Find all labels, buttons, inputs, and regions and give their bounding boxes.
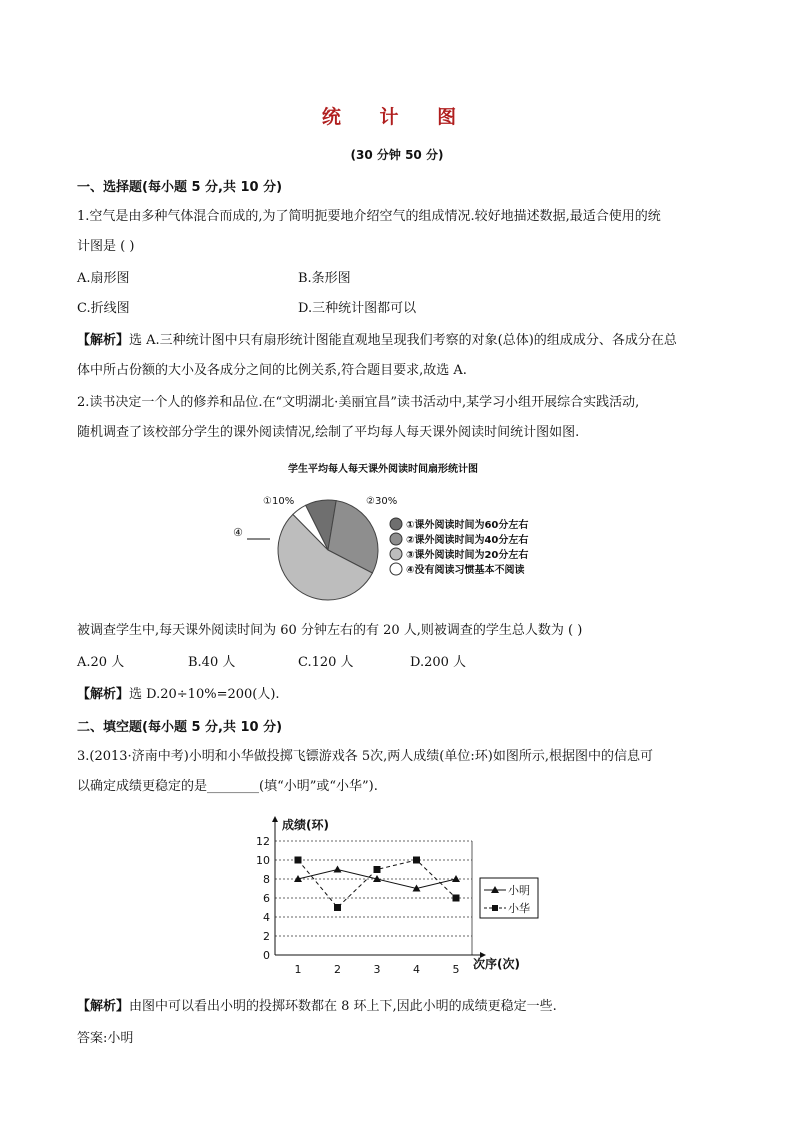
q1-option-a: A.扇形图: [77, 271, 130, 286]
y-tick-label: 6: [263, 892, 270, 905]
pie-label-4: ④: [233, 526, 243, 539]
q2-option-c: C.120 人: [298, 655, 354, 670]
analysis-tag: 【解析】: [77, 333, 130, 348]
q1-analysis-text1: 选 A.三种统计图中只有扇形统计图能直观地呈现我们考察的对象(总体)的组成成分、各成分在总: [129, 333, 677, 348]
q1-option-b: B.条形图: [298, 271, 351, 286]
pie-title: 学生平均每人每天课外阅读时间扇形统计图: [288, 464, 478, 475]
legend-swatch-1: [390, 518, 402, 530]
pie-legend: [390, 518, 528, 576]
legend-marker-xiaohua: [492, 905, 498, 911]
x-axis-label: 次序(次): [473, 957, 520, 971]
legend-swatch-4: [390, 563, 402, 575]
legend-swatch-3: [390, 548, 402, 560]
x-tick-label: 3: [373, 963, 381, 976]
point-xiaohua: [413, 857, 420, 864]
q2-analysis-text: 选 D.20÷10%=200(人).: [129, 687, 280, 702]
q1-analysis-line1: [77, 332, 677, 350]
x-tick-label: 5: [452, 963, 460, 976]
line-chart-grid: [275, 841, 472, 955]
pie-slices: [278, 500, 378, 600]
y-tick-label: 2: [263, 930, 270, 943]
q3-stem-line2: 以确定成绩更稳定的是________(填“小明”或“小华”).: [77, 779, 378, 794]
q3-stem-line1: 3.(2013·济南中考)小明和小华做投掷飞镖游戏各 5次,两人成绩(单位:环)如图所示,根据图中的信息可: [77, 749, 653, 764]
legend-label-xiaoming: 小明: [508, 884, 530, 897]
point-xiaoming: [452, 875, 460, 882]
point-xiaoming: [334, 866, 342, 873]
x-tick-label: 2: [334, 963, 341, 976]
page-title: 统 计 图: [321, 106, 473, 128]
legend-label-4: ④没有阅读习惯基本不阅读: [406, 565, 525, 576]
q2-analysis: [77, 686, 280, 704]
q2-stem-line3: 被调查学生中,每天课外阅读时间为 60 分钟左右的有 20 人,则被调查的学生总人数为 ( ): [77, 623, 583, 638]
legend-label-3: ③课外阅读时间为20分左右: [406, 550, 529, 561]
q2-stem-line1: 2.读书决定一个人的修养和品位.在“文明湖北·美丽宜昌”读书活动中,某学习小组开展综合实践活动,: [77, 395, 640, 410]
point-xiaohua: [295, 857, 302, 864]
point-xiaohua: [334, 904, 341, 911]
x-tick-label: 4: [413, 963, 420, 976]
y-axis-label: 成绩(环): [282, 818, 329, 832]
legend-swatch-2: [390, 533, 402, 545]
page-subtitle: (30 分钟 50 分): [350, 148, 444, 162]
y-tick-label: 0: [263, 949, 270, 962]
legend-label-1: ①课外阅读时间为60分左右: [406, 520, 529, 531]
section-heading-fill: 二、填空题(每小题 5 分,共 10 分): [77, 720, 283, 735]
analysis-tag: 【解析】: [77, 687, 130, 702]
y-tick-label: 12: [256, 835, 270, 848]
legend-label-xiaohua: 小华: [508, 902, 530, 915]
q1-option-d: D.三种统计图都可以: [298, 301, 417, 316]
pie-label-2: ②30%: [366, 496, 398, 507]
y-tick-label: 10: [256, 854, 270, 867]
pie-chart: [230, 462, 570, 602]
q2-option-a: A.20 人: [77, 655, 125, 670]
line-chart-series: [294, 857, 460, 912]
section-heading-choice: 一、选择题(每小题 5 分,共 10 分): [77, 180, 283, 195]
q2-option-d: D.200 人: [410, 655, 467, 670]
q1-analysis-line2: 体中所占份额的大小及各成分之间的比例关系,符合题目要求,故选 A.: [77, 363, 467, 378]
q3-analysis-text: 由图中可以看出小明的投掷环数都在 8 环上下,因此小明的成绩更稳定一些.: [129, 999, 557, 1014]
point-xiaohua: [374, 866, 381, 873]
point-xiaohua: [453, 895, 460, 902]
line-chart-legend: [480, 878, 538, 918]
y-axis-arrow: [272, 816, 278, 822]
line-chart-axes: [272, 816, 486, 958]
q1-option-c: C.折线图: [77, 301, 130, 316]
pie-label-1: ①10%: [263, 496, 295, 507]
line-chart: [240, 812, 540, 982]
analysis-tag: 【解析】: [77, 999, 130, 1014]
q2-stem-line2: 随机调查了该校部分学生的课外阅读情况,绘制了平均每人每天课外阅读时间统计图如图.: [77, 425, 580, 440]
q3-analysis: [77, 998, 557, 1016]
y-tick-label: 8: [263, 873, 270, 886]
q1-stem-line2: 计图是 ( ): [77, 239, 135, 254]
legend-label-2: ②课外阅读时间为40分左右: [406, 535, 529, 546]
q2-option-b: B.40 人: [188, 655, 236, 670]
q1-stem-line1: 1.空气是由多种气体混合而成的,为了简明扼要地介绍空气的组成情况.较好地描述数据,最适合使用的统: [77, 209, 661, 224]
q3-answer: 答案:小明: [77, 1031, 134, 1046]
x-tick-label: 1: [294, 963, 302, 976]
y-tick-label: 4: [263, 911, 270, 924]
